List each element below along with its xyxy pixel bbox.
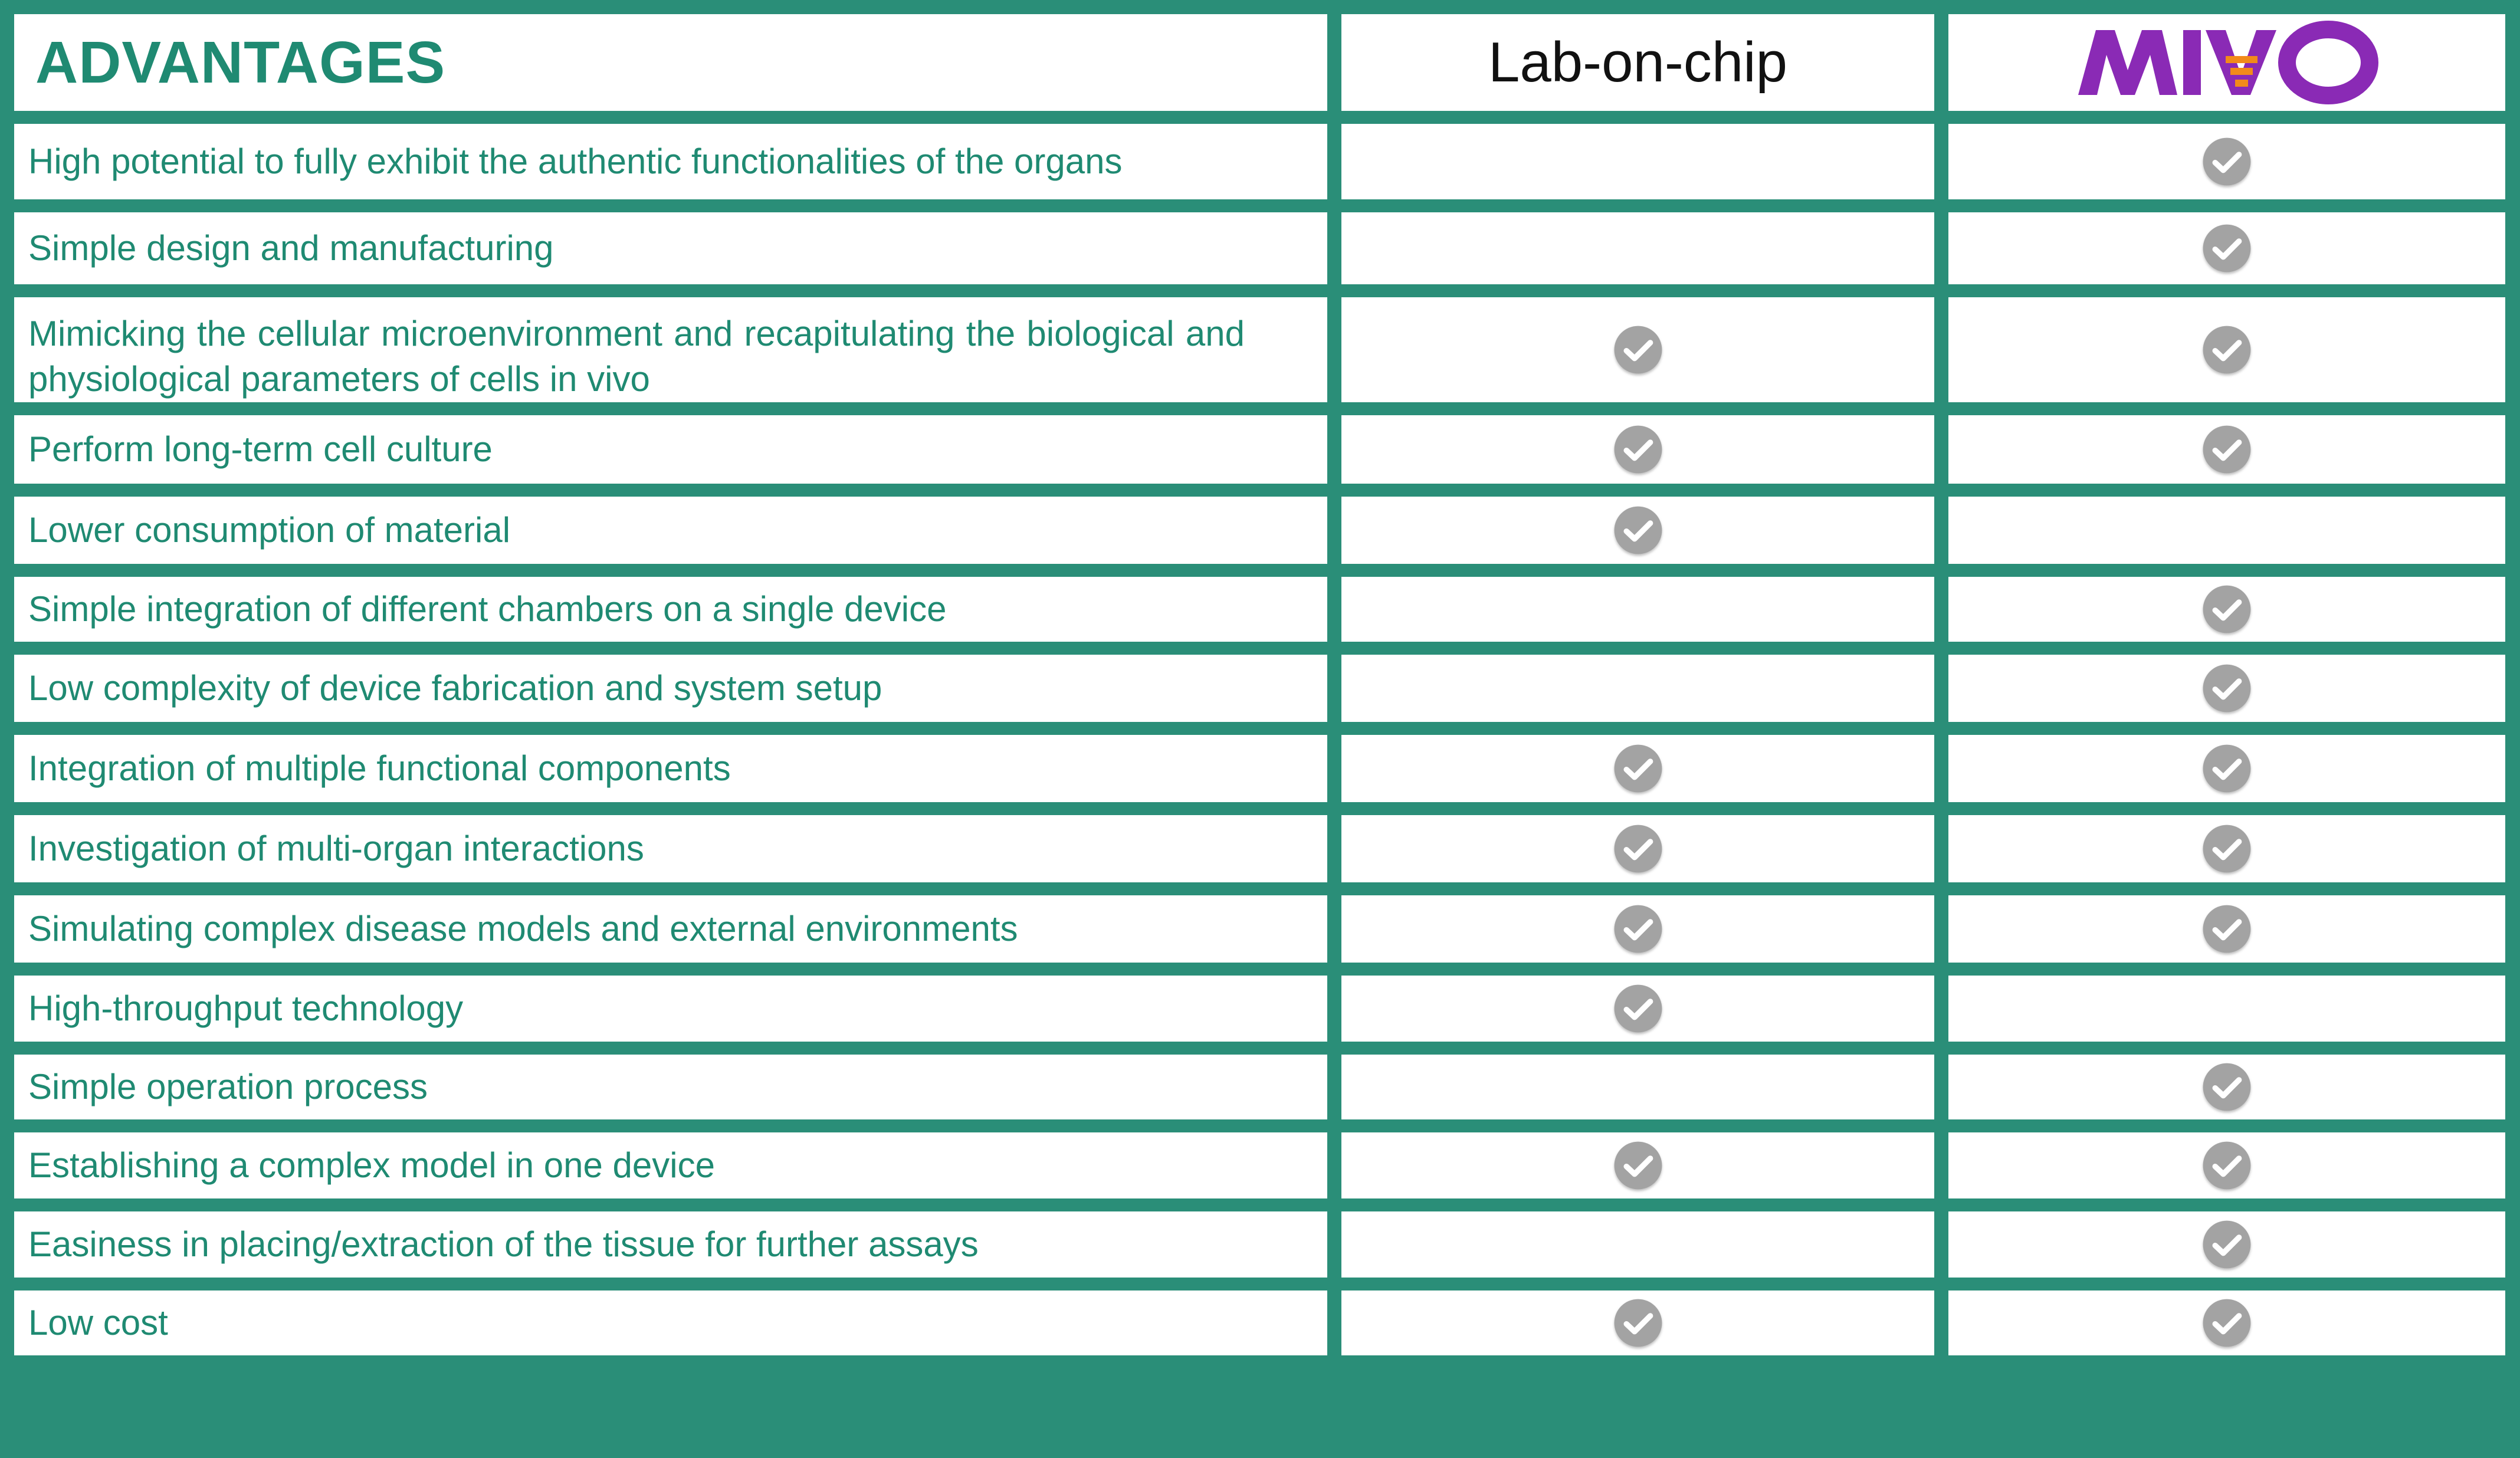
feature-label: Integration of multiple functional components	[14, 735, 1327, 802]
lab-on-chip-cell	[1341, 735, 1934, 802]
feature-label: Simple operation process	[14, 1055, 1327, 1119]
feature-label: Simulating complex disease models and external environments	[14, 895, 1327, 963]
lab-on-chip-cell	[1341, 1132, 1934, 1198]
mivo-cell	[1948, 895, 2505, 963]
mivo-cell	[1948, 815, 2505, 882]
check-circle-icon	[2201, 823, 2252, 874]
check-circle-icon	[2201, 904, 2252, 954]
mivo-cell	[1948, 497, 2505, 564]
lab-on-chip-cell	[1341, 297, 1934, 402]
lab-on-chip-cell	[1341, 1290, 1934, 1355]
check-circle-icon	[1613, 324, 1663, 375]
check-circle-icon	[1613, 904, 1663, 954]
mivo-cell	[1948, 212, 2505, 284]
feature-label: Simple design and manufacturing	[14, 212, 1327, 284]
check-circle-icon	[2201, 743, 2252, 794]
check-circle-icon	[1613, 983, 1663, 1034]
check-circle-icon	[1613, 743, 1663, 794]
lab-on-chip-cell	[1341, 655, 1934, 722]
mivo-header	[1948, 14, 2505, 111]
mivo-logo	[2073, 18, 2380, 107]
feature-label: Mimicking the cellular microenvironment and recapitulating the biological and physiological parameters of cells in vivo	[14, 297, 1327, 402]
feature-label: Establishing a complex model in one device	[14, 1132, 1327, 1198]
lab-on-chip-cell	[1341, 497, 1934, 564]
lab-on-chip-cell	[1341, 895, 1934, 963]
lab-on-chip-cell	[1341, 124, 1934, 199]
feature-label: Perform long-term cell culture	[14, 415, 1327, 484]
check-circle-icon	[2201, 1298, 2252, 1348]
lab-on-chip-cell	[1341, 1055, 1934, 1119]
feature-label: Low cost	[14, 1290, 1327, 1355]
check-circle-icon	[2201, 136, 2252, 187]
advantages-header: ADVANTAGES	[14, 14, 1327, 111]
feature-label: Simple integration of different chambers on a single device	[14, 577, 1327, 642]
check-circle-icon	[2201, 424, 2252, 475]
feature-label: Investigation of multi-organ interactions	[14, 815, 1327, 882]
mivo-cell	[1948, 976, 2505, 1042]
mivo-cell	[1948, 1290, 2505, 1355]
lab-on-chip-cell	[1341, 1211, 1934, 1278]
mivo-cell	[1948, 1211, 2505, 1278]
lab-on-chip-cell	[1341, 415, 1934, 484]
mivo-cell	[1948, 415, 2505, 484]
lab-on-chip-cell	[1341, 815, 1934, 882]
check-circle-icon	[1613, 1140, 1663, 1191]
mivo-cell	[1948, 1055, 2505, 1119]
mivo-cell	[1948, 655, 2505, 722]
comparison-table	[14, 14, 2505, 1444]
feature-label: Low complexity of device fabrication and system setup	[14, 655, 1327, 722]
check-circle-icon	[2201, 1140, 2252, 1191]
mivo-cell	[1948, 1132, 2505, 1198]
feature-label: High potential to fully exhibit the authentic functionalities of the organs	[14, 124, 1327, 199]
feature-label: High-throughput technology	[14, 976, 1327, 1042]
mivo-cell	[1948, 124, 2505, 199]
check-circle-icon	[2201, 584, 2252, 635]
check-circle-icon	[1613, 505, 1663, 556]
check-circle-icon	[2201, 1219, 2252, 1270]
check-circle-icon	[2201, 223, 2252, 274]
check-circle-icon	[1613, 424, 1663, 475]
mivo-cell	[1948, 577, 2505, 642]
lab-on-chip-cell	[1341, 212, 1934, 284]
mivo-cell	[1948, 297, 2505, 402]
check-circle-icon	[2201, 1062, 2252, 1112]
check-circle-icon	[1613, 823, 1663, 874]
check-circle-icon	[2201, 324, 2252, 375]
check-circle-icon	[1613, 1298, 1663, 1348]
feature-label: Lower consumption of material	[14, 497, 1327, 564]
lab-on-chip-cell	[1341, 976, 1934, 1042]
feature-label: Easiness in placing/extraction of the tissue for further assays	[14, 1211, 1327, 1278]
mivo-cell	[1948, 735, 2505, 802]
lab-on-chip-cell	[1341, 577, 1934, 642]
lab-on-chip-header: Lab-on-chip	[1341, 14, 1934, 111]
check-circle-icon	[2201, 663, 2252, 714]
